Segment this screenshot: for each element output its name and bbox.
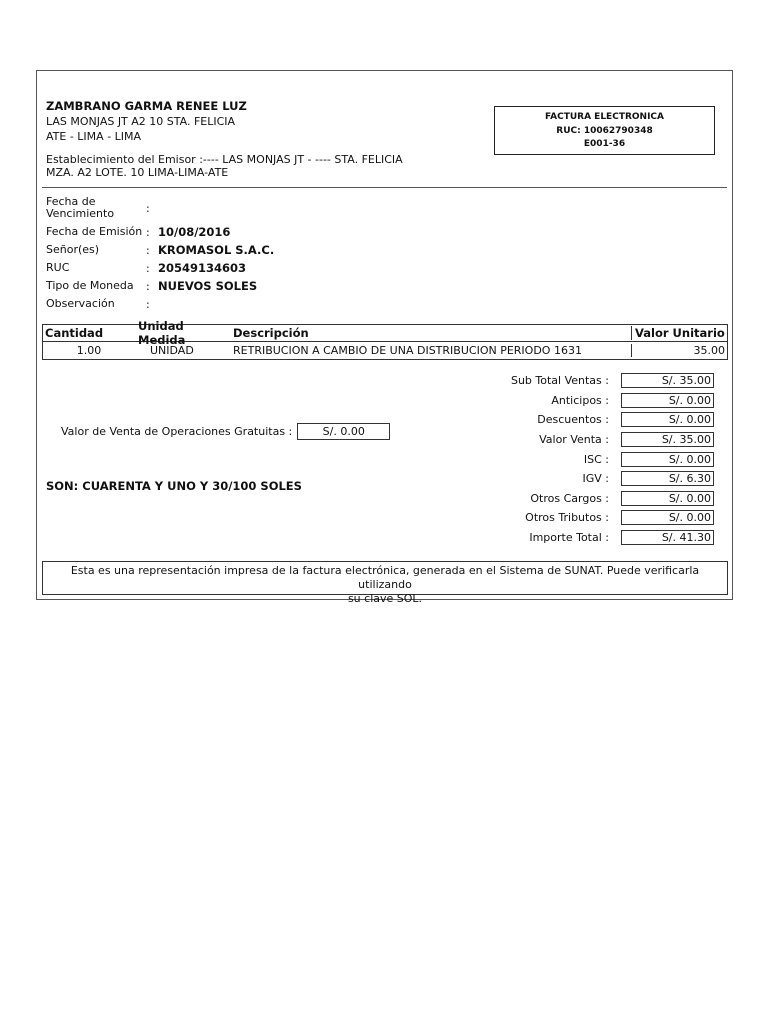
total-label: Otros Tributos :	[525, 511, 609, 525]
header-quantity: Cantidad	[45, 326, 104, 340]
due-date-label: Fecha de Vencimiento	[46, 195, 115, 220]
total-value: S/. 41.30	[621, 530, 714, 545]
invoice-document	[36, 70, 733, 605]
issuer-name: ZAMBRANO GARMA RENEE LUZ	[46, 99, 247, 113]
totals-block	[457, 371, 728, 547]
issue-date-value: 10/08/2016	[158, 225, 231, 239]
total-row-discounts	[457, 410, 728, 430]
item-unit: UNIDAD	[150, 344, 194, 357]
issue-date-label: Fecha de Emisión	[46, 225, 143, 238]
due-date-colon: :	[146, 201, 150, 215]
client-ruc-colon: :	[146, 261, 150, 275]
currency-value: NUEVOS SOLES	[158, 279, 258, 293]
item-quantity: 1.00	[76, 344, 102, 357]
issuer-address-line-2: ATE - LIMA - LIMA	[46, 130, 142, 143]
total-value: S/. 35.00	[621, 373, 714, 388]
establishment-block	[46, 153, 403, 179]
table-row	[43, 342, 727, 359]
total-value: S/. 0.00	[621, 452, 714, 467]
info-row-currency	[46, 277, 274, 295]
free-operations-label: Valor de Venta de Operaciones Gratuitas :	[61, 425, 293, 438]
invoice-issuer-ruc: RUC: 10062790348	[556, 125, 653, 136]
amount-in-words: SON: CUARENTA Y UNO Y 30/100 SOLES	[46, 479, 302, 493]
info-row-client	[46, 241, 274, 259]
client-ruc-label: RUC	[46, 261, 70, 274]
sunat-disclaimer	[42, 561, 728, 605]
total-value: S/. 0.00	[621, 412, 714, 427]
info-row-observation	[46, 295, 274, 313]
invoice-type-box	[494, 106, 715, 155]
total-label: Otros Cargos :	[530, 491, 609, 505]
total-row-igv	[457, 469, 728, 489]
total-label: ISC :	[583, 452, 609, 466]
establishment-line-1: Establecimiento del Emisor :---- LAS MONJAS JT - ---- STA. FELICIA	[46, 153, 403, 166]
disclaimer-line-2: su clave SOL.	[347, 592, 423, 605]
info-row-due-date	[46, 193, 274, 223]
total-row-sale-value	[457, 430, 728, 450]
client-ruc-value: 20549134603	[158, 261, 247, 275]
free-operations-value: S/. 0.00	[297, 423, 390, 440]
total-label: IGV :	[582, 472, 609, 486]
establishment-line-2: MZA. A2 LOTE. 10 LIMA-LIMA-ATE	[46, 166, 229, 179]
total-row-other-taxes	[457, 508, 728, 528]
total-label: Valor Venta :	[539, 433, 609, 447]
items-table-header	[43, 319, 727, 347]
issue-date-colon: :	[146, 225, 150, 239]
client-colon: :	[146, 243, 150, 257]
total-value: S/. 35.00	[621, 432, 714, 447]
header-unit: Unidad Medida	[138, 319, 186, 347]
disclaimer-line-1: Esta es una representación impresa de la factura electrónica, generada en el Sistema de SUNAT. Puede verificarla utilizando	[70, 564, 700, 591]
total-value: S/. 0.00	[621, 510, 714, 525]
item-unit-value: 35.00	[631, 344, 727, 357]
total-value: S/. 6.30	[621, 471, 714, 486]
total-row-grand-total	[457, 528, 728, 548]
invoice-type-title: FACTURA ELECTRONICA	[545, 112, 664, 122]
header-divider	[42, 187, 727, 188]
header-unit-value: Valor Unitario	[631, 326, 727, 340]
invoice-info	[46, 193, 274, 313]
currency-label: Tipo de Moneda	[46, 279, 134, 292]
total-row-other-charges	[457, 489, 728, 509]
info-row-issue-date	[46, 223, 274, 241]
info-row-ruc	[46, 259, 274, 277]
client-label: Señor(es)	[46, 243, 100, 256]
issuer-address-line-1: LAS MONJAS JT A2 10 STA. FELICIA	[46, 115, 236, 128]
items-table	[42, 319, 728, 360]
total-row-isc	[457, 449, 728, 469]
total-label: Anticipos :	[551, 393, 609, 407]
total-row-advances	[457, 391, 728, 411]
observation-label: Observación	[46, 297, 115, 310]
header-description: Descripción	[233, 326, 309, 340]
total-label: Importe Total :	[529, 531, 609, 545]
total-label: Sub Total Ventas :	[510, 374, 609, 388]
client-value: KROMASOL S.A.C.	[158, 243, 275, 257]
observation-colon: :	[146, 297, 150, 311]
total-value: S/. 0.00	[621, 491, 714, 506]
item-description: RETRIBUCION A CAMBIO DE UNA DISTRIBUCION PERIODO 1631	[233, 344, 582, 357]
total-row-subtotal	[457, 371, 728, 391]
total-value: S/. 0.00	[621, 393, 714, 408]
issuer-block	[46, 99, 247, 144]
currency-colon: :	[146, 279, 150, 293]
total-label: Descuentos :	[537, 413, 609, 427]
free-operations	[61, 423, 390, 440]
invoice-number: E001-36	[583, 139, 626, 149]
